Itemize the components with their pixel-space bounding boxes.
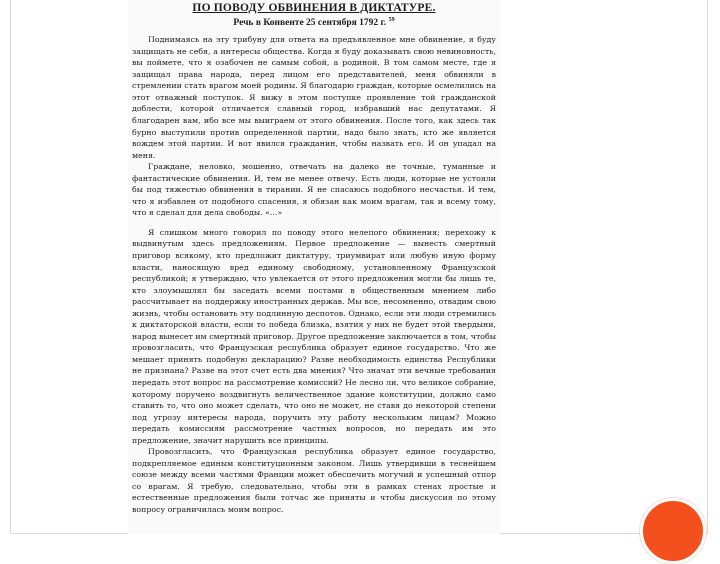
document-subtitle (128, 17, 500, 28)
section-gap (132, 219, 496, 227)
paragraph-3: Я слишком много говорил по поводу этого нелепого обвинения; перехожу к выдвинутым здесь предложениям. Первое предложение — вынесть смертный приговор всякому, кто предложит диктатуру, триумвират или любую иную форму власти, наносящую вред единому свободному, установленному Французской республикой; я утверждаю, что увлекается от этого предложения могли бы лишь те, кто злоумышлял бы заседать всеми постами в общественным мнением либо рассчитывает на поддержку иностранных держав. Мы все, несомненно, отвадим свою жизнь, чтобы остановить эту подлинную деспотов. Однако, если эти люди стремились к диктаторской власти, если то победа близка, взятия у них не будет этой твердыни, народ вынесет им смертный приговор. Другое предложение заключается в том, чтобы провозгласить, что Французская республика образует единое государство. Что же мешает принять подобную декларацию? Разве необходимость единства Республики не признана? Разве на этот счет есть два мнения? Что значат эти вечные требования передать этот вопрос на рассмотрение комиссий? Не лесно ли, что великое собрание, которому поручено воздвигнуть величественное здание конституции, должно само ставить то, что оно может сделать, что оно не может, не ставя до некоторой степени под угрозу интересы народа, поручить эту работу нескольким лицам? Можно передать комиссиям рассмотрение частных вопросов, но передать им это предложение, значит нарушить все принципы. (132, 227, 496, 445)
decorative-orange-circle (640, 498, 706, 564)
document-title: ПО ПОВОДУ ОБВИНЕНИЯ В ДИКТАТУРЕ. (192, 2, 436, 14)
document-header (128, 2, 500, 28)
paragraph-2: Граждане, неловко, мошенно, отвечать на далеко не точные, туманные и фантастические обвинения. И, тем не менее отвечу. Есть люди, которые не устояли бы под тяжестью обвинения в тирании. Я не спасаюсь подобного несчастья. И тем, что я избавлен от подобного спасения, я обязан как моим врагам, так и всему тому, что я сделал для дела свободы. «...» (132, 162, 496, 218)
scanned-page (128, 0, 500, 534)
subtitle-text: Речь в Конвенте 25 сентября 1792 г. (233, 18, 387, 29)
document-body (128, 34, 500, 515)
paragraph-1: Поднимаясь на эту трибуну для ответа на предъявленное мне обвинение, я буду защищать не себя, а интересы общества. Когда я буду доказывать свою невиновность, вы поймете, что я озабочен не самым собой, а родиной. В том самом месте, где я защищал права народа, перед лицом его представителей, меня обвиняли в стремлении стать врагом моей родины. Я благодарю граждан, которые осмелились на этот отважный поступок. Я вижу в этом поступке проявление той гражданской доблести, которой отличается славный город, избравший нас депутатами. Я благодарен вам, ибо все мы выиграем от этого обвинения. После того, как здесь так бурно выступили против определенной партии, надо было знать, кто же является вождем этой партии. И вот явился гражданин, чтобы назвать его. И он упадал на меня. (132, 35, 496, 160)
footnote-mark: 59 (388, 17, 395, 23)
paragraph-4: Провозгласить, что Французская республика образует единое государство, подкрепляемое единым конституционным законом. Лишь утвердивши в теснейшем союзе между всеми частями Франции может обеспечить могучий и успешный отпор со врагам. Я требую, следовательно, чтобы эти в рамках стенах простые и естественные предложения были тотчас же приняты и чтобы дискуссия по этому вопросу ограничилась моим вопрос. (132, 447, 496, 515)
